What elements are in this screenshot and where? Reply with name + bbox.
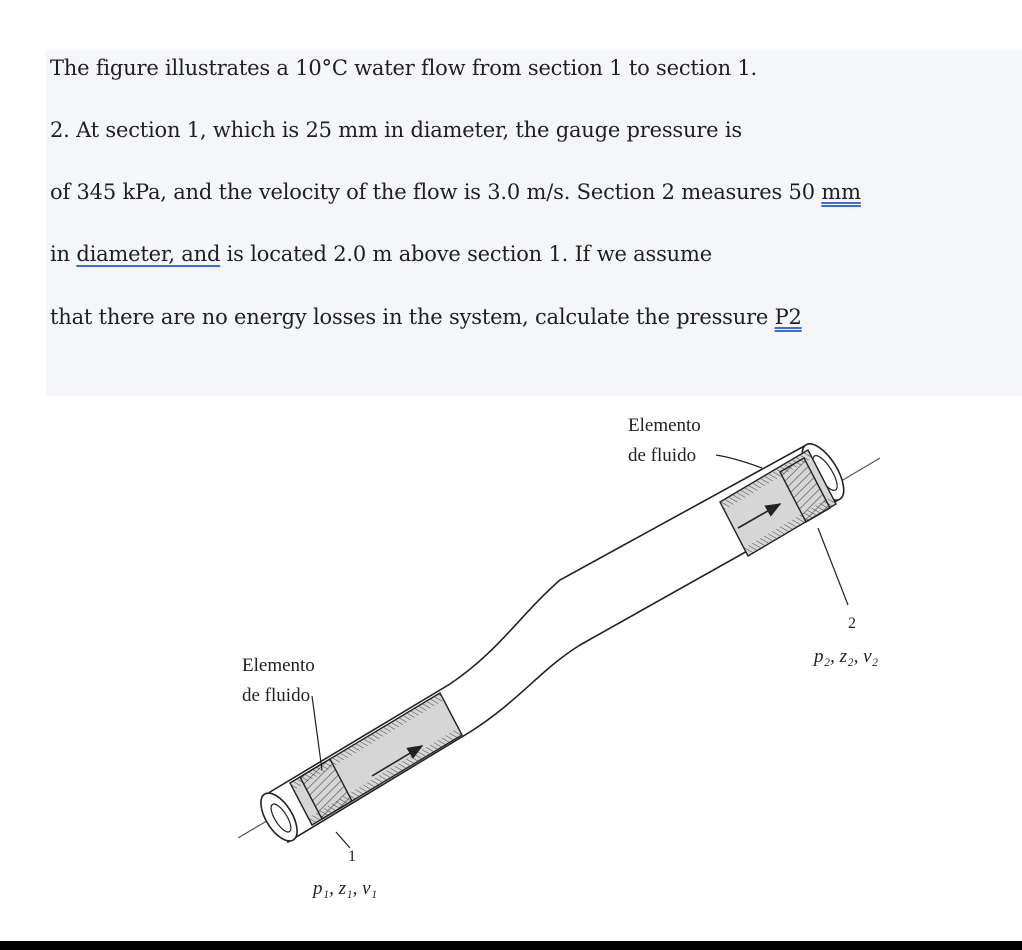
section-2-variables: p₂, z₂, v₂ xyxy=(814,646,879,667)
section-2-number: 2 xyxy=(848,615,856,632)
label-top-line2: de fluido xyxy=(628,445,697,466)
label-left-line2: de fluido xyxy=(242,685,311,706)
spellcheck-underline-mm: mm xyxy=(821,180,861,204)
label-left-line1: Elemento xyxy=(242,655,315,676)
leader-top xyxy=(716,455,762,468)
label-top-line1: Elemento xyxy=(628,415,701,436)
problem-line-2: 2. At section 1, which is 25 mm in diameter, the gauge pressure is xyxy=(50,118,742,142)
spellcheck-underline-diameter: diameter, and xyxy=(76,242,221,266)
section-1-variables: p₁, z₁, v₁ xyxy=(313,878,378,899)
problem-line-1: The figure illustrates a 10°C water flow from section 1 to section 1. xyxy=(50,56,758,80)
leader-section-1 xyxy=(336,832,350,848)
problem-line-5: that there are no energy losses in the system, calculate the pressure P2 xyxy=(50,305,802,329)
problem-line-4: in diameter, and is located 2.0 m above section 1. If we assume xyxy=(50,242,712,266)
problem-line-3: of 345 kPa, and the velocity of the flow is 3.0 m/s. Section 2 measures 50 mm xyxy=(50,180,861,204)
leader-section-2 xyxy=(818,528,848,605)
leader-left xyxy=(312,696,322,770)
bottom-border-bar xyxy=(0,941,1022,950)
problem-text-panel xyxy=(46,50,1022,396)
spellcheck-underline-p2: P2 xyxy=(774,305,802,329)
pipe-flow-figure xyxy=(0,400,1022,940)
section-1-number: 1 xyxy=(348,848,356,865)
